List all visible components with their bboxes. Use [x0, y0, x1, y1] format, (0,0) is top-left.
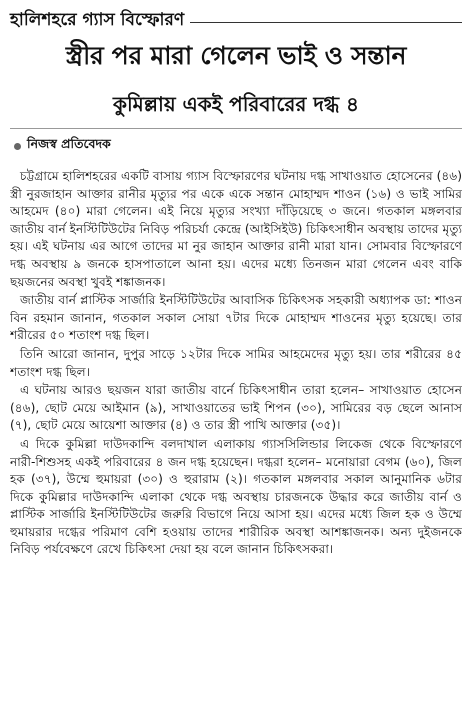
- article-body: [10, 168, 462, 696]
- paragraph: চট্টগ্রামে হালিশহরের একটি বাসায় গ্যাস বিস্ফোরণের ঘটনায় দগ্ধ সাখাওয়াত হোসেনের (৪৬) স্ত্রী নুরজাহান আক্তার রানীর মৃত্যুর পর একে একে সন্তান মোহাম্মদ শাওন (১৬) ও ভাই সামির আহমেদ (৪০) মারা গেলেন। এই নিয়ে মৃত্যুর সংখ্যা দাঁড়িয়েছে ৩ জনে। গতকাল মঙ্গলবার জাতীয় বার্ন ইনস্টিটিউটের নিবিড় পরিচর্যা কেন্দ্রে (আইসিইউ) চিকিৎসাধীন অবস্থায় তাদের মৃত্যু হয়। এই ঘটনায় এর আগে তাদের মা নুর জাহান আক্তার রানী মারা যান। সোমবার বিস্ফোরণে দগ্ধ অবস্থায় ৯ জনকে হাসপাতালে আনা হয়। এদের মধ্যে তিনজন মারা গেলেন এবং বাকি ছয়জনের অবস্থা খুবই শঙ্কাজনক।: [10, 169, 462, 289]
- kicker-row: [10, 8, 462, 34]
- subheadline: কুমিল্লায় একই পরিবারের দগ্ধ ৪: [112, 92, 360, 116]
- kicker-rule: [190, 22, 462, 23]
- byline-row: [10, 128, 462, 157]
- paragraph: এ ঘটনায় আরও ছয়জন যারা জাতীয় বার্নে চিকিৎসাধীন তারা হলেন– সাখাওয়াত হোসেন (৪৬), ছোট মেয়ে আইমান (৯), সাখাওয়াতের ভাই শিপন (৩০), সামিরের বড় ছেলে আনাস (৭), ছোট মেয়ে আয়েশা আক্তার (৪) ও তার স্ত্রী পাখি আক্তার (৩৫)।: [10, 383, 462, 433]
- headline: স্ত্রীর পর মারা গেলেন ভাই ও সন্তান: [65, 41, 407, 70]
- byline: নিজস্ব প্রতিবেদক: [27, 136, 111, 151]
- bullet-icon: [14, 143, 21, 150]
- paragraph: জাতীয় বার্ন প্লাস্টিক সার্জারি ইনস্টিটিউটের আবাসিক চিকিৎসক সহকারী অধ্যাপক ডা: শাওন বিন রহমান জানান, গতকাল সকাল সোয়া ৭টার দিকে মোহাম্মদ শাওনের মৃত্যু হয়েছে। তার শরীরের ৫০ শতাংশ দগ্ধ ছিল।: [10, 293, 462, 343]
- paragraph: এ দিকে কুমিল্লা দাউদকান্দি বলদাখাল এলাকায় গ্যাসসিলিন্ডার লিকেজ থেকে বিস্ফোরণে নারী-শিশুসহ একই পরিবারের ৪ জন দগ্ধ হয়েছেন। দগ্ধরা হলেন– মনোয়ারা বেগম (৬০), জিল হক (৩৭), উম্মে হুমায়রা (৩০) ও হুরারাম (২)। গতকাল মঙ্গলবার সকাল আনুমানিক ৬টার দিকে কুমিল্লার দাউদকান্দি এলাকা থেকে দগ্ধ অবস্থায় চারজনকে উদ্ধার করে জাতীয় বার্ন ও প্লাস্টিক সার্জারি ইনস্টিটিউটের জরুরি বিভাগে নিয়ে আসা হয়। এদের মধ্যে জিল হক ও উম্মে হুমায়রার দগ্ধের পরিমাণ বেশি হওয়ায় তাদের শারীরিক অবস্থা আশঙ্কাজনক। অন্য দুইজনকে নিবিড় পর্যবেক্ষণে রেখে চিকিৎসা দেয়া হয় বলে জানান চিকিৎসকরা।: [10, 436, 462, 557]
- kicker: হালিশহরে গ্যাস বিস্ফোরণ: [10, 10, 185, 30]
- paragraph: তিনি আরো জানান, দুপুর সাড়ে ১২টার দিকে সামির আহমেদের মৃত্যু হয়। তার শরীরের ৪৫ শতাংশ দগ্ধ ছিল।: [10, 346, 462, 379]
